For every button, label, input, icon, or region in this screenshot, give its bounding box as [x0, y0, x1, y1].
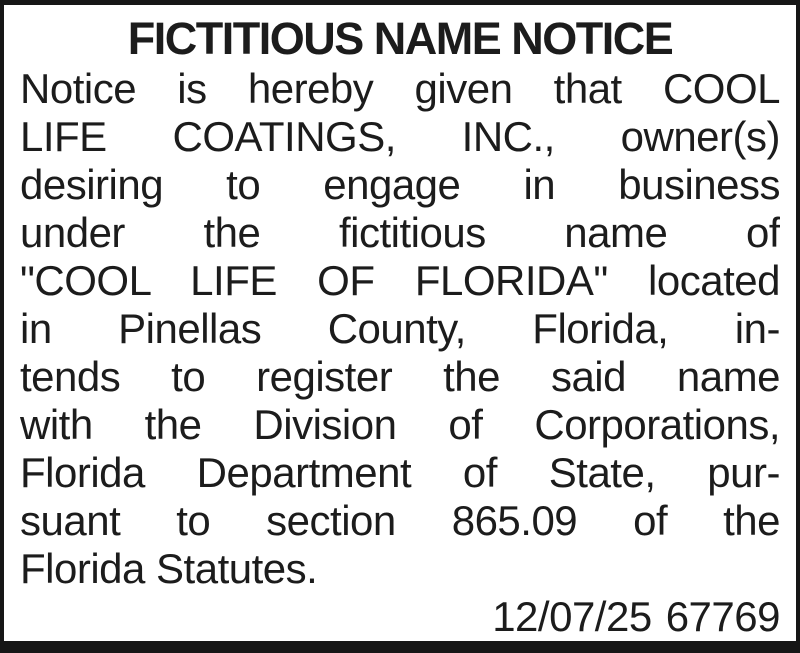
notice-body-line: "COOL LIFE OF FLORIDA" located [20, 257, 780, 304]
notice-title: FICTITIOUS NAME NOTICE [127, 13, 673, 64]
notice-body-line: Florida Department of State, pur- [20, 449, 780, 496]
notice-body [20, 65, 780, 593]
notice-body-line: under the fictitious name of [20, 209, 780, 256]
publication-date: 12/07/25 [492, 593, 652, 640]
notice-body-line: suant to section 865.09 of the [20, 497, 780, 544]
notice-body-line: desiring to engage in business [20, 161, 780, 208]
notice-body-line: LIFE COATINGS, INC., owner(s) [20, 113, 780, 160]
notice-footer [20, 593, 780, 641]
notice-body-line: with the Division of Corporations, [20, 401, 780, 448]
notice-body-line: tends to register the said name [20, 353, 780, 400]
ad-number: 67769 [665, 593, 780, 640]
notice-body-line: in Pinellas County, Florida, in- [20, 305, 780, 352]
notice-body-line: Notice is hereby given that COOL [20, 65, 780, 112]
notice-body-line: Florida Statutes. [20, 545, 318, 592]
